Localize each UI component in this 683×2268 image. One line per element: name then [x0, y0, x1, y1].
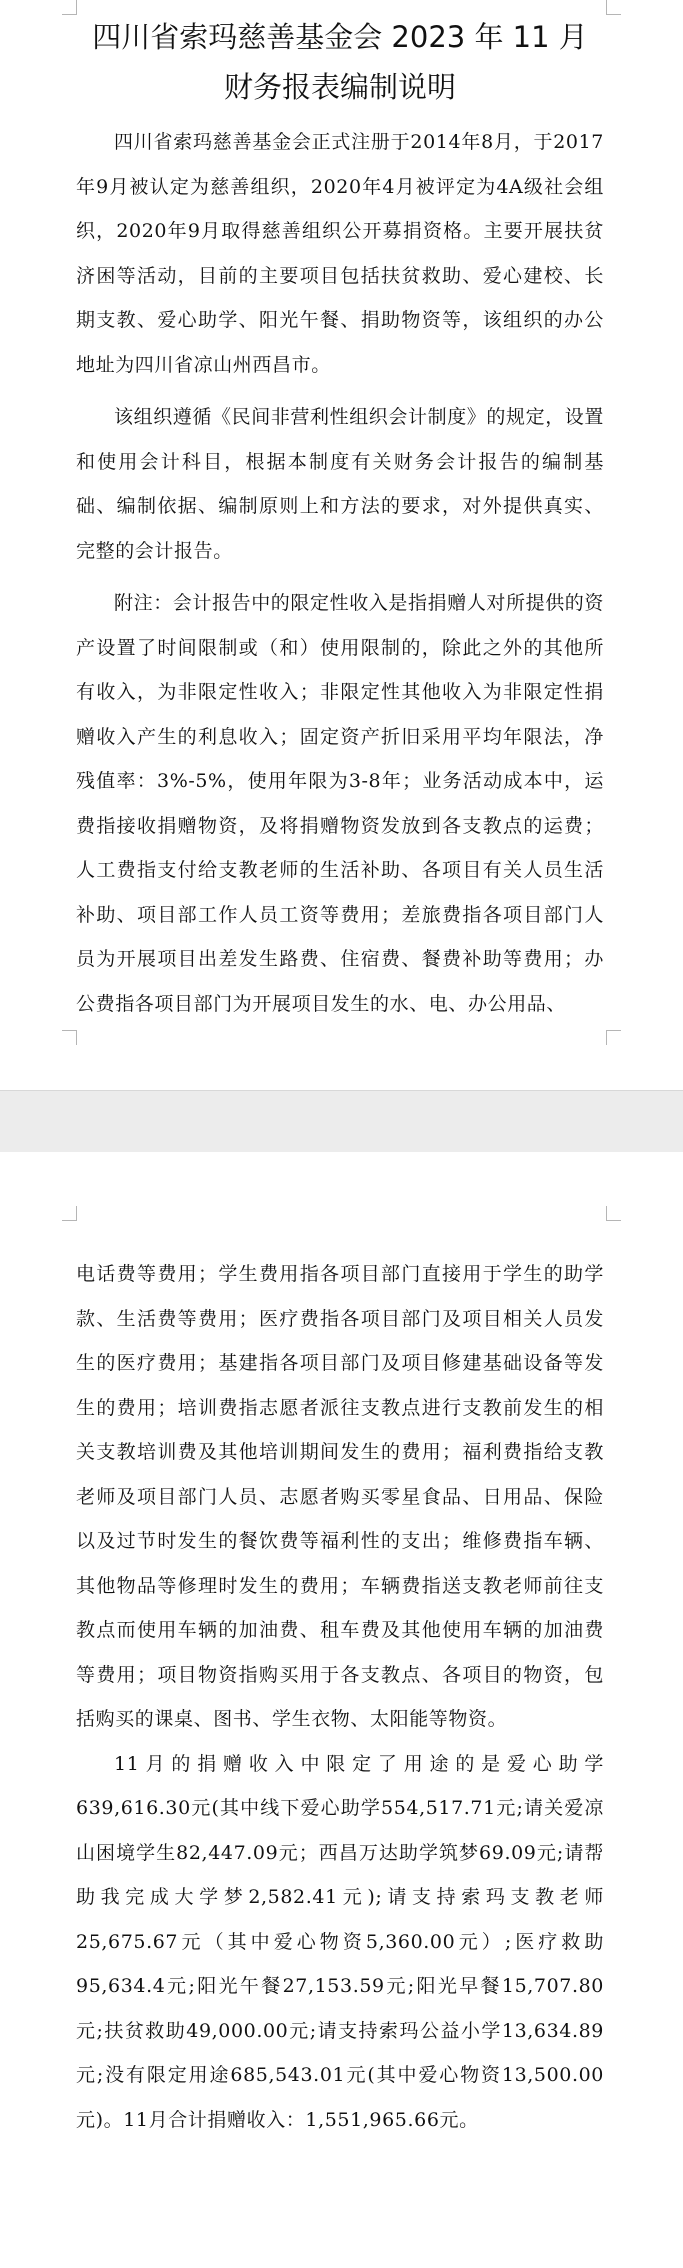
paragraph-notes: 附注：会计报告中的限定性收入是指捐赠人对所提供的资产设置了时间限制或（和）使用限制的，除此之外的其他所有收入，为非限定性收入；非限定性其他收入为非限定性捐赠收入产生的利息收入；固定资产折旧采用平均年限法，净残值率：3%-5%，使用年限为3-8年；业务活动成本中，运费指接收捐赠物资，及将捐赠物资发放到各支教点的运费；人工费指支付给支教老师的生活补助、各项目有关人员生活补助、项目部工作人员工资等费用；差旅费指各项目部门人员为开展项目出差发生路费、住宿费、餐费补助等费用；办公费指各项目部门为开展项目发生的水、电、办公用品、 [76, 592, 605, 1015]
page-separator [0, 1090, 683, 1154]
crop-mark-top-left [62, 1206, 77, 1221]
crop-mark-bottom-left [62, 1030, 77, 1045]
paragraph-november-donations: 11月的捐赠收入中限定了用途的是爱心助学639,616.30元(其中线下爱心助学554,517.71元;请关爱凉山困境学生82,447.09元；西昌万达助学筑梦69.09元;请帮助我完成大学梦2,582.41元);请支持索玛支教老师25,675.67元（其中爱心物资5,360.00元）;医疗救助95,634.4元;阳光午餐27,153.59元;阳光早餐15,707.80元;扶贫救助49,000.00元;请支持索玛公益小学13,634.89元;没有限定用途685,543.01元(其中爱心物资13,500.00元)。11月合计捐赠收入：1,551,965.66元。 [76, 1752, 604, 2131]
paragraph-introduction: 四川省索玛慈善基金会正式注册于2014年8月，于2017年9月被认定为慈善组织，2020年4月被评定为4A级社会组织，2020年9月取得慈善组织公开募捐资格。主要开展扶贫济困等活动，目前的主要项目包括扶贫救助、爱心建校、长期支教、爱心助学、阳光午餐、捐助物资等，该组织的办公地址为四川省凉山州西昌市。 [76, 131, 604, 376]
crop-mark-top-right [606, 0, 621, 15]
document-title-line-2: 财务报表编制说明 [223, 70, 456, 104]
document-title-line-1: 四川省索玛慈善基金会 2023 年 11 月 [92, 20, 588, 54]
crop-mark-top-right [606, 1206, 621, 1221]
paragraph-accounting-policy: 该组织遵循《民间非营利性组织会计制度》的规定，设置和使用会计科目，根据本制度有关财务会计报告的编制基础、编制依据、编制原则上和方法的要求，对外提供真实、完整的会计报告。 [76, 406, 605, 562]
paragraph-notes-continued: 电话费等费用；学生费用指各项目部门直接用于学生的助学款、生活费等费用；医疗费指各项目部门及项目相关人员发生的医疗费用；基建指各项目部门及项目修建基础设备等发生的费用；培训费指志愿者派往支教点进行支教前发生的相关支教培训费及其他培训期间发生的费用；福利费指给支教老师及项目部门人员、志愿者购买零星食品、日用品、保险以及过节时发生的餐饮费等福利性的支出；维修费指车辆、其他物品等修理时发生的费用；车辆费指送支教老师前往支教点而使用车辆的加油费、租车费及其他使用车辆的加油费等费用；项目物资指购买用于各支教点、各项目的物资，包括购买的课桌、图书、学生衣物、太阳能等物资。 [76, 1263, 604, 1730]
crop-mark-bottom-right [606, 1030, 621, 1045]
document-page-1 [0, 0, 683, 1090]
crop-mark-top-left [62, 0, 77, 15]
page-2-content [76, 1252, 604, 2142]
document-page-2 [0, 1152, 683, 2268]
page-1-content [76, 12, 604, 1026]
